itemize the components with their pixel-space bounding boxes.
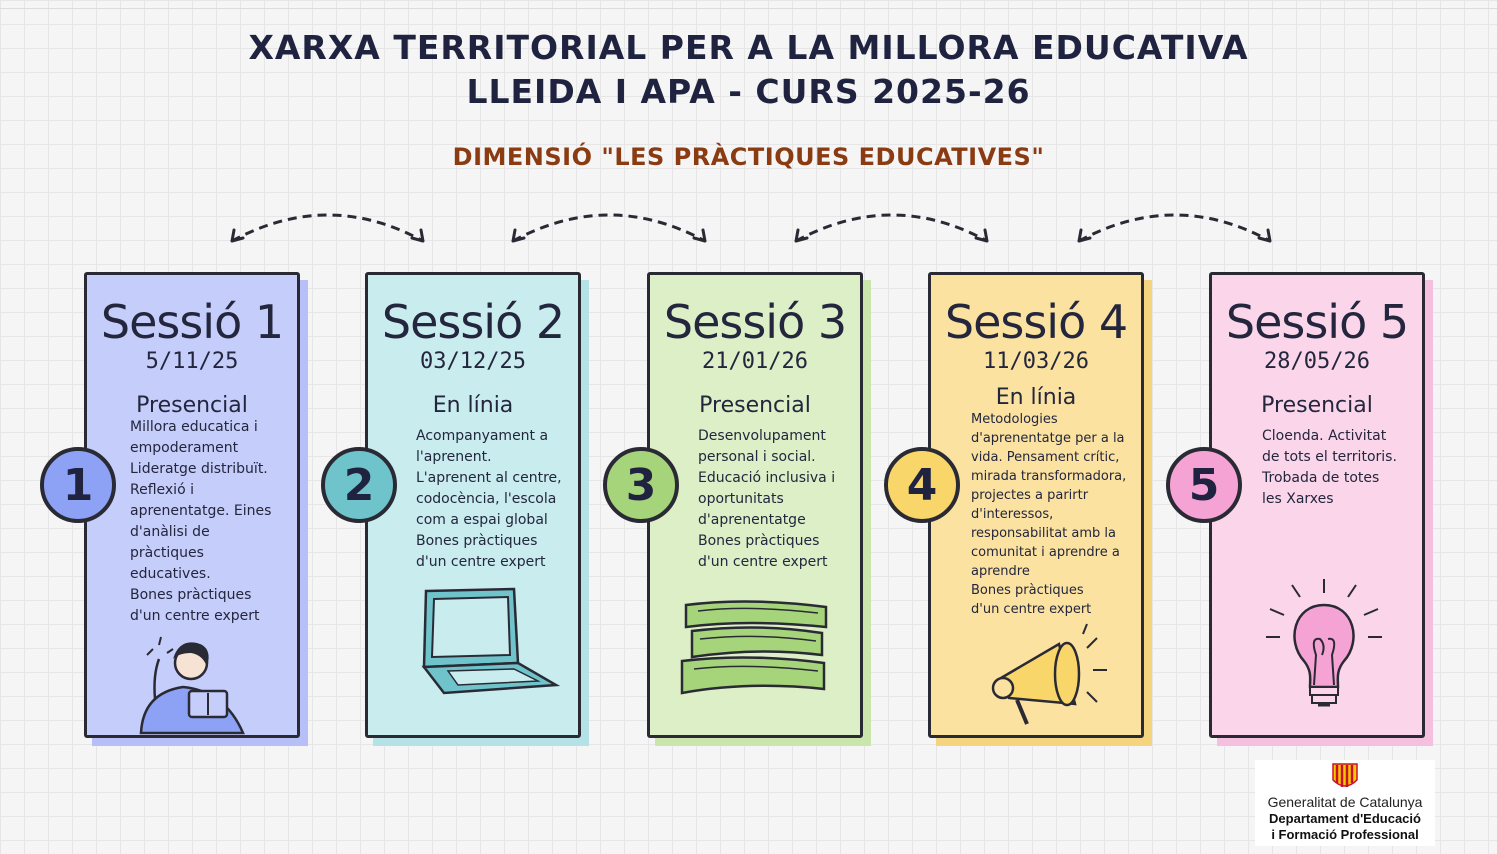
- session-description: Cloenda. Activitat de tots el territoris. Trobada de totes les Xarxes: [1262, 428, 1397, 507]
- session-date: 21/01/26: [702, 349, 808, 374]
- session-date: 28/05/26: [1264, 349, 1370, 374]
- session-title: Sessió 5: [1225, 295, 1409, 349]
- books-icon: [678, 597, 830, 701]
- connector-arrows: [0, 195, 1497, 255]
- arrow-1-2: [232, 215, 423, 241]
- session-card-4: [928, 272, 1144, 738]
- logo-line2: Departament d'Educació: [1269, 811, 1421, 826]
- session-card-1: [84, 272, 300, 738]
- laptop-icon: [414, 585, 564, 695]
- session-title: Sessió 1: [100, 295, 284, 349]
- session-mode: Presencial: [699, 393, 811, 418]
- session-description: Acompanyament a l'aprenent. L'aprenent al centre, codocència, l'escola com a espai global Bones pràctiques d'un centre expert: [416, 428, 562, 570]
- megaphone-icon: [987, 620, 1117, 730]
- logo-line1: Generalitat de Catalunya: [1267, 794, 1423, 810]
- page-title-line2: LLEIDA I APA - CURS 2025-26: [466, 72, 1031, 111]
- session-title: Sessió 2: [381, 295, 565, 349]
- generalitat-logo: [1255, 760, 1435, 846]
- session-card-5: [1209, 272, 1425, 738]
- session-card-3: [647, 272, 863, 738]
- session-description: Desenvolupament personal i social. Educació inclusiva i oportunitats d'aprenentatge Bones pràctiques d'un centre expert: [698, 428, 836, 570]
- session-date: 5/11/25: [145, 349, 239, 374]
- session-mode: Presencial: [1261, 393, 1373, 418]
- session-title: Sessió 4: [944, 295, 1128, 349]
- arrow-2-3: [513, 215, 705, 241]
- page-title-line1: XARXA TERRITORIAL PER A LA MILLORA EDUCATIVA: [248, 28, 1249, 67]
- session-number-5: 5: [1166, 447, 1242, 523]
- session-number-3: 3: [603, 447, 679, 523]
- senyera-emblem-icon: [1331, 762, 1359, 792]
- session-card-2: [365, 272, 581, 738]
- session-date: 11/03/26: [983, 349, 1089, 374]
- session-mode: Presencial: [136, 393, 248, 418]
- session-mode: En línia: [432, 393, 514, 418]
- top-divider: [0, 8, 1497, 9]
- person-reading-icon: [133, 635, 253, 735]
- session-description: Metodologies d'aprenentatge per a la vida. Pensament crític, mirada transformadora, projectes a parirtr d'interessos, responsabilitat amb la comunitat i aprendre a aprendre Bones pràctiques d'un centre expert: [971, 412, 1127, 617]
- session-date: 03/12/25: [420, 349, 526, 374]
- session-title: Sessió 3: [663, 295, 847, 349]
- lightbulb-icon: [1264, 575, 1384, 720]
- session-description: Millora educatica i empoderament Lideratge distribuït. Reflexió i aprenentatge. Eines d'anàlisi de pràctiques educatives. Bones pràctiques d'un centre expert: [130, 419, 272, 624]
- arrow-3-4: [796, 215, 987, 241]
- arrow-4-5: [1079, 215, 1270, 241]
- session-number-4: 4: [884, 447, 960, 523]
- page-subtitle: DIMENSIÓ "LES PRÀCTIQUES EDUCATIVES": [452, 143, 1045, 171]
- session-number-1: 1: [40, 447, 116, 523]
- session-number-2: 2: [321, 447, 397, 523]
- session-mode: En línia: [995, 385, 1077, 410]
- logo-line3: i Formació Professional: [1271, 827, 1419, 842]
